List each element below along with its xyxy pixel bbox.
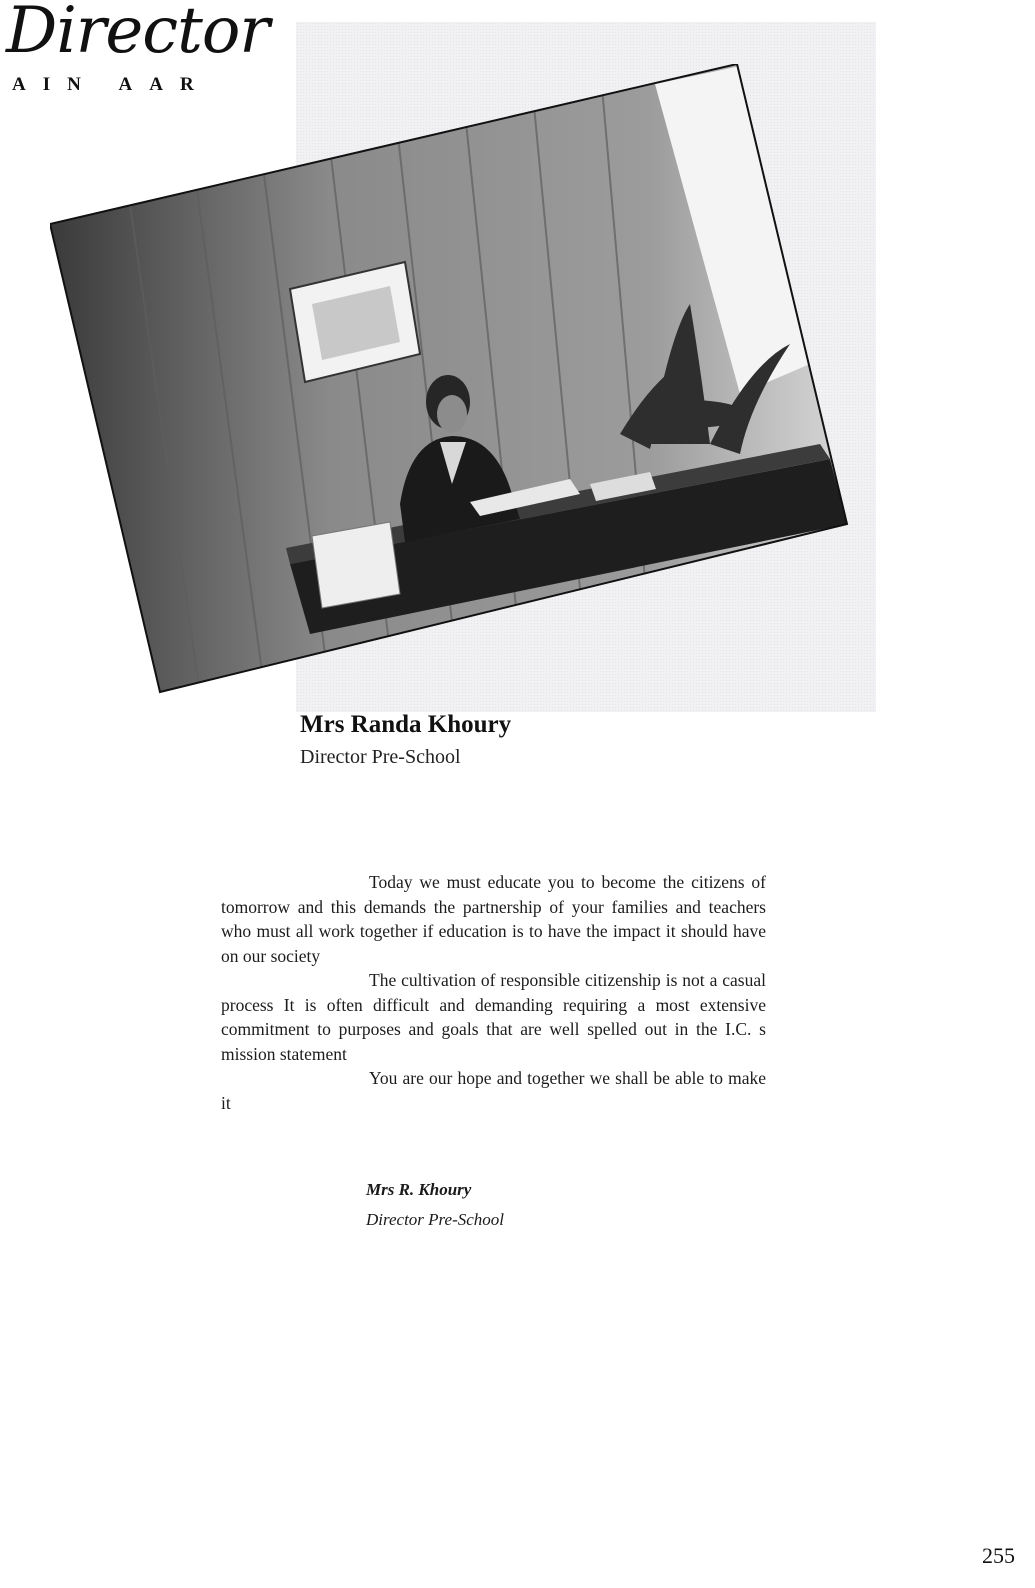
person-role: Director Pre-School bbox=[300, 746, 461, 768]
page-number: 255 bbox=[982, 1543, 1015, 1568]
signature-role: Director Pre-School bbox=[366, 1210, 505, 1229]
message-paragraph: Today we must educate you to become the citizens of tomorrow and this demands the partnership of your families and teachers who must all work together if education is to have the impact it should have on our society bbox=[221, 872, 766, 966]
director-photo bbox=[50, 64, 850, 694]
page-heading-title: Director bbox=[6, 0, 269, 68]
page-heading-subtitle: AIN AAR bbox=[12, 74, 211, 95]
director-photo-image bbox=[50, 64, 850, 694]
director-message bbox=[221, 870, 766, 1115]
message-paragraph: The cultivation of responsible citizenship is not a casual process It is often difficult and demanding requiring a most extensive commitment to purposes and goals that are well spelled out in the I.C. s mission statement bbox=[221, 970, 766, 1064]
message-paragraph: You are our hope and together we shall be able to make it bbox=[221, 1068, 766, 1113]
signature-name: Mrs R. Khoury bbox=[366, 1180, 472, 1199]
person-name: Mrs Randa Khoury bbox=[300, 711, 512, 738]
